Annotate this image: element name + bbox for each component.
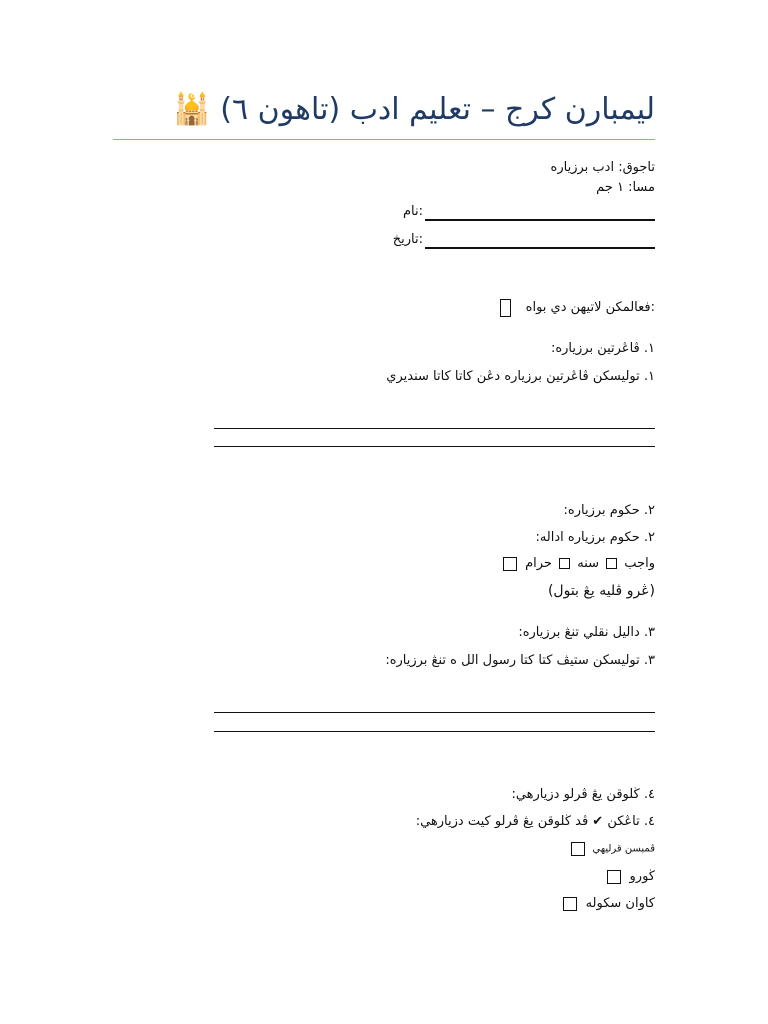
page-title: ليمبارن كرج – تعليم ادب (تاهون ٦) 🕌 bbox=[173, 92, 655, 127]
section1-question: ١. توليسكن ڤاڠرتين برزياره دڠن كاتا كاتا سنديري bbox=[386, 369, 655, 384]
section4-question: ٤. تاڠكن ✔ ڤد ڬلوقن يڠ ڤرلو كيت دزيارهي: bbox=[415, 814, 655, 829]
section2-options bbox=[499, 556, 655, 571]
option-wajib-label: واجب bbox=[624, 556, 655, 571]
section4-heading: ٤. ڬلوقن يڠ ڤرلو دزيارهي: bbox=[511, 787, 655, 802]
title-divider bbox=[113, 139, 655, 140]
option-label-3: كاوان سكوله bbox=[585, 896, 655, 911]
option-checkbox-3[interactable] bbox=[563, 897, 577, 911]
section3-question: ٣. توليسكن ستيڤ كتا كتا رسول الل ه تنڠ برزياره: bbox=[385, 653, 655, 668]
section4-option-1 bbox=[567, 842, 655, 856]
section2-note: (ڠرو ڤليه يڠ بتول) bbox=[547, 583, 655, 599]
option-extra-checkbox[interactable] bbox=[503, 557, 517, 571]
option-checkbox-2[interactable] bbox=[607, 870, 621, 884]
option-label-2: ڬورو bbox=[629, 869, 655, 884]
objective-text: :فعالمكن لاتيهن دي بواه bbox=[525, 300, 655, 315]
section3-heading: ٣. داليل نقلي تنڠ برزياره: bbox=[518, 625, 655, 640]
section2-heading: ٢. حكوم برزياره: bbox=[563, 503, 655, 518]
answer-line-3a[interactable] bbox=[214, 712, 655, 713]
section2-question: ٢. حكوم برزياره اداله: bbox=[535, 530, 655, 545]
option-sunat-checkbox[interactable] bbox=[606, 558, 617, 569]
answer-line-1a[interactable] bbox=[214, 428, 655, 429]
option-haram-checkbox[interactable] bbox=[559, 558, 570, 569]
option-checkbox-1[interactable] bbox=[571, 842, 585, 856]
section4-option-2 bbox=[603, 869, 655, 884]
section1-heading: ١. ڤاڠرتين برزياره: bbox=[550, 341, 655, 356]
name-label: :نام bbox=[402, 204, 423, 219]
option-haram-label: حرام bbox=[525, 556, 552, 571]
date-field[interactable] bbox=[425, 247, 655, 249]
topic-line: تاجوق: ادب برزياره bbox=[550, 160, 655, 175]
date-label: :تاريخ bbox=[392, 232, 423, 247]
answer-line-1b[interactable] bbox=[214, 446, 655, 447]
objective-checkbox[interactable] bbox=[500, 299, 511, 317]
option-sunat-label: سنه bbox=[577, 556, 600, 571]
section4-option-3 bbox=[559, 896, 655, 911]
option-label-1: ڤمبسن قرليهي bbox=[592, 843, 655, 855]
name-field[interactable] bbox=[425, 219, 655, 221]
answer-line-3b[interactable] bbox=[214, 731, 655, 732]
duration-line: مسا: ١ جم bbox=[596, 180, 655, 195]
